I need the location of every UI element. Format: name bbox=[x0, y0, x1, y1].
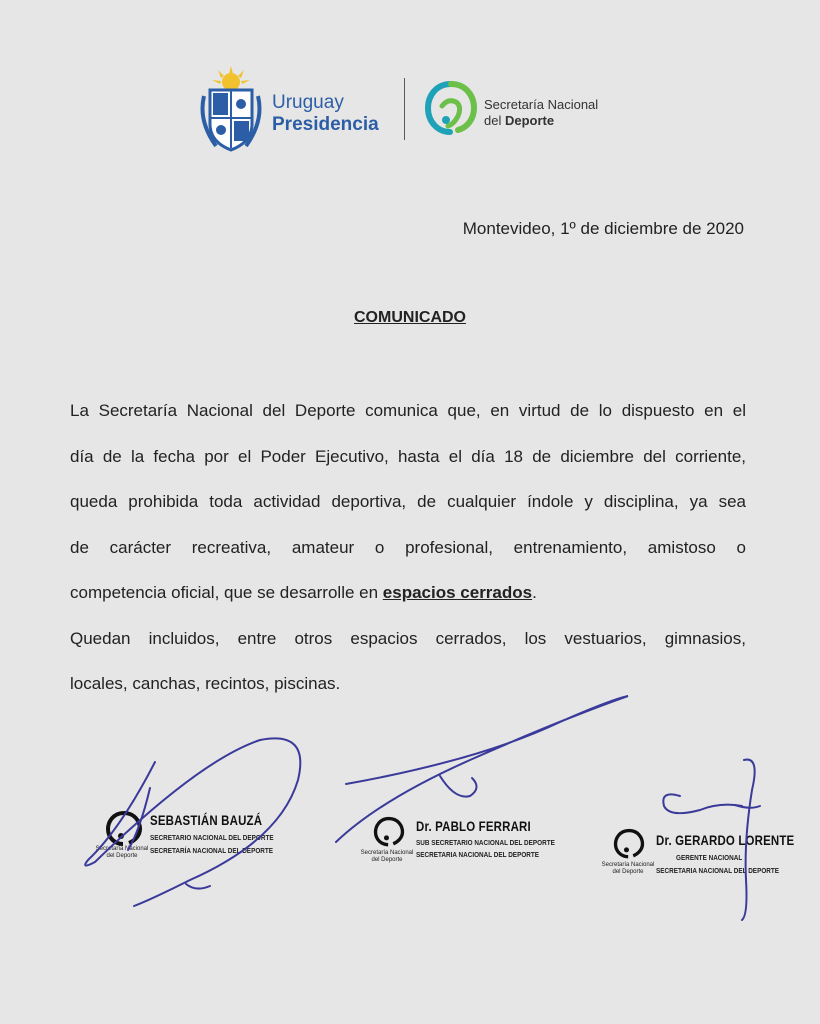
body-line-4: de carácter recreativa, amateur o profesional, entrenamiento, amistoso o bbox=[70, 537, 746, 557]
snd-logo-icon bbox=[424, 80, 478, 136]
uruguay-label: Uruguay bbox=[272, 92, 344, 113]
signature-block-lorente bbox=[600, 826, 800, 886]
document-date: Montevideo, 1º de diciembre de 2020 bbox=[462, 219, 744, 238]
snd-logo bbox=[424, 80, 624, 140]
header-divider bbox=[404, 78, 405, 140]
body-line-5-text: competencia oficial, que se desarrolle en bbox=[70, 583, 383, 602]
body-line-6: Quedan incluidos, entre otros espacios cerrados, los vestuarios, gimnasios, bbox=[70, 628, 746, 648]
signatory-office: SECRETARIA NACIONAL DEL DEPORTE bbox=[416, 850, 540, 859]
body-line-5 bbox=[70, 570, 746, 616]
presidencia-label: Presidencia bbox=[272, 114, 379, 135]
signatory-office: SECRETARÍA NACIONAL DEL DEPORTE bbox=[150, 846, 274, 855]
signature-stroke-lorente bbox=[663, 794, 742, 813]
signatory-name: SEBASTIÁN BAUZÁ bbox=[150, 812, 263, 828]
body-emphasis: espacios cerrados bbox=[382, 583, 533, 602]
mini-logo-text: Secretaría Nacional del Deporte bbox=[95, 846, 149, 859]
body-line-5-end: . bbox=[532, 583, 537, 602]
snd-mini-logo-icon bbox=[104, 810, 144, 848]
signatory-office: SECRETARIA NACIONAL DEL DEPORTE bbox=[656, 866, 780, 875]
document-title: COMUNICADO bbox=[354, 309, 466, 326]
signature-block-bauza bbox=[90, 808, 310, 868]
snd-mini-logo-icon bbox=[372, 816, 406, 848]
snd-label-line2 bbox=[484, 113, 554, 128]
body-line-2: día de la fecha por el Poder Ejecutivo, hasta el día 18 de diciembre del corriente, bbox=[70, 446, 746, 466]
snd-mini-logo-icon bbox=[612, 828, 646, 860]
signature-block-ferrari bbox=[358, 814, 558, 874]
uruguay-coat-of-arms-icon bbox=[196, 66, 266, 156]
presidencia-logo bbox=[196, 66, 386, 156]
snd-label-prefix: del bbox=[484, 113, 505, 128]
body-line-1: La Secretaría Nacional del Deporte comunica que, en virtud de lo dispuesto en el bbox=[70, 401, 746, 420]
signatory-role: SECRETARIO NACIONAL DEL DEPORTE bbox=[150, 833, 274, 842]
mini-logo-text: Secretaría Nacional del Deporte bbox=[601, 862, 655, 875]
document-body bbox=[70, 388, 746, 707]
signatory-name: Dr. GERARDO LORENTE bbox=[656, 832, 795, 848]
body-line-3: queda prohibida toda actividad deportiva, de cualquier índole y disciplina, ya sea bbox=[70, 492, 746, 511]
body-line-7: locales, canchas, recintos, piscinas. bbox=[70, 674, 341, 693]
signatory-name: Dr. PABLO FERRARI bbox=[416, 818, 531, 834]
snd-label-bold: Deporte bbox=[504, 113, 555, 128]
signatory-role: GERENTE NACIONAL bbox=[676, 853, 743, 862]
mini-logo-text: Secretaría Nacional del Deporte bbox=[360, 850, 414, 863]
signatory-role: SUB SECRETARIO NACIONAL DEL DEPORTE bbox=[416, 838, 555, 847]
snd-label-line1: Secretaría Nacional bbox=[484, 97, 599, 112]
